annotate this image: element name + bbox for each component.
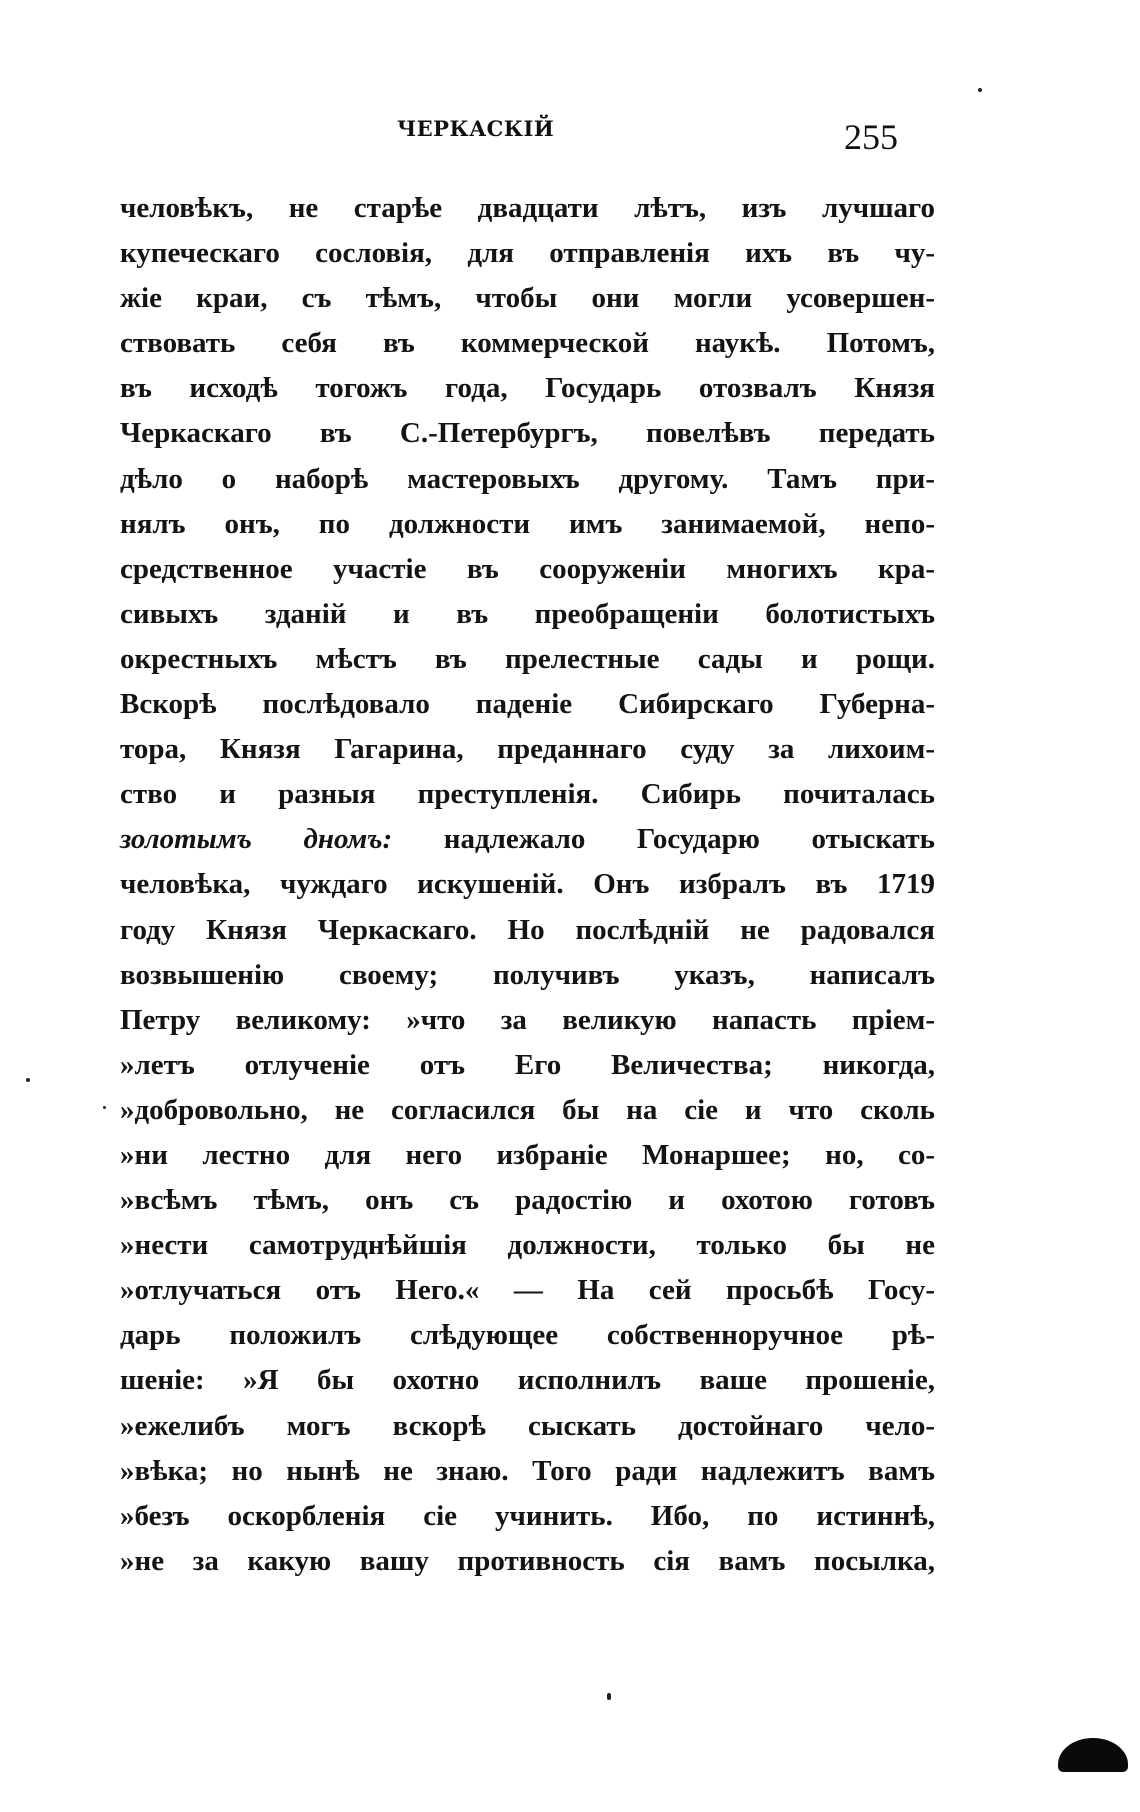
text-line: »нести самотруднѣйшія должности, только бы не	[120, 1229, 935, 1262]
scan-speck	[978, 88, 982, 92]
text-line: средственное участіе въ сооруженіи многихъ кра-	[120, 552, 935, 585]
text-line: ствовать себя въ коммерческой наукѣ. Потомъ,	[120, 327, 935, 360]
text-line: »добровольно, не согласился бы на сіе и что сколь	[120, 1093, 935, 1126]
text-line: »вѣка; но нынѣ не знаю. Того ради надлежитъ вамъ	[120, 1454, 935, 1487]
text-line: тора, Князя Гагарина, преданнаго суду за лихоим-	[120, 733, 935, 766]
text-line: Черкаскаго въ С.-Петербургъ, повелѣвъ передать	[120, 417, 935, 450]
text-line: Вскорѣ послѣдовало паденіе Сибирскаго Губерна-	[120, 688, 935, 721]
text-line: »летъ отлученіе отъ Его Величества; никогда,	[120, 1048, 935, 1081]
text-line: жіе краи, съ тѣмъ, чтобы они могли усовершен-	[120, 282, 935, 315]
text-line: окрестныхъ мѣстъ въ прелестные сады и рощи.	[120, 642, 935, 675]
text-line: »ни лестно для него избраніе Монаршее; но, со-	[120, 1138, 935, 1171]
text-line: »ежелибъ могъ вскорѣ сыскать достойнаго чело-	[120, 1409, 935, 1442]
text-line: человѣкъ, не старѣе двадцати лѣтъ, изъ лучшаго	[120, 192, 935, 224]
italic-phrase: золотымъ дномъ:	[120, 823, 393, 856]
text-line: возвышенію своему; получивъ указъ, написалъ	[120, 958, 935, 991]
text-line: въ исходѣ тогожъ года, Государь отозвалъ Князя	[120, 372, 935, 405]
text-span: надлежало Государю отыскать	[443, 823, 935, 856]
running-head: ЧЕРКАСКІЙ	[397, 116, 555, 141]
text-line: году Князя Черкаскаго. Но послѣдній не радовался	[120, 913, 935, 946]
text-line: дарь положилъ слѣдующее собственноручное рѣ-	[120, 1319, 935, 1352]
text-line: дѣло о наборѣ мастеровыхъ другому. Тамъ при-	[120, 462, 935, 495]
scan-speck	[103, 1106, 106, 1109]
text-line: »отлучаться отъ Него.« — На сей просьбѣ Госу-	[120, 1274, 935, 1307]
ink-blot	[1058, 1738, 1128, 1772]
text-line-mixed	[120, 817, 935, 862]
text-line: »всѣмъ тѣмъ, онъ съ радостію и охотою готовъ	[120, 1184, 935, 1217]
text-line: Петру великому: »что за великую напасть пріем-	[120, 1003, 935, 1036]
text-line: ство и разныя преступленія. Сибирь почиталась	[120, 778, 935, 811]
scan-speck	[607, 1693, 611, 1700]
text-line: »не за какую вашу противность сія вамъ посылка,	[120, 1544, 935, 1577]
text-line: шеніе: »Я бы охотно исполнилъ ваше прошеніе,	[120, 1364, 935, 1397]
text-line: сивыхъ зданій и въ преобращеніи болотистыхъ	[120, 597, 935, 630]
text-line: »безъ оскорбленія сіе учинить. Ибо, по истиннѣ,	[120, 1499, 935, 1532]
scan-speck	[26, 1078, 30, 1082]
text-line: купеческаго сословія, для отправленія ихъ въ чу-	[120, 237, 935, 270]
body-text	[120, 186, 935, 1584]
text-line: нялъ онъ, по должности имъ занимаемой, непо-	[120, 507, 935, 540]
text-line: человѣка, чуждаго искушеній. Онъ избралъ въ 1719	[120, 868, 935, 901]
page-number: 255	[844, 117, 898, 157]
